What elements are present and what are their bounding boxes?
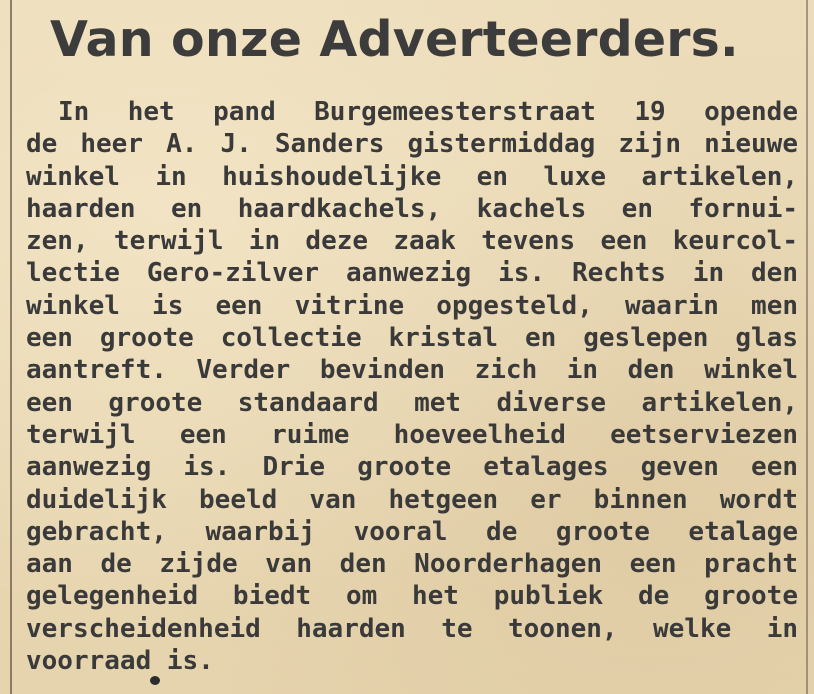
article-headline: Van onze Adverteerders. <box>50 11 739 68</box>
article-line: In het pand Burgemeesterstraat 19 opende <box>58 97 798 127</box>
article-line: aan de zijde van den Noorderhagen een pracht <box>26 549 798 580</box>
article-line: een groote collectie kristal en geslepen glas <box>26 323 798 354</box>
column-rule-left <box>10 0 12 694</box>
article-line: aanwezig is. Drie groote etalages geven een <box>26 452 798 483</box>
article-line: winkel is een vitrine opgesteld, waarin men <box>26 290 798 321</box>
article-line-last: voorraad is. <box>26 646 214 677</box>
article-line: duidelijk beeld van hetgeen er binnen wordt <box>26 484 798 515</box>
article-line: lectie Gero-zilver aanwezig is. Rechts in den <box>26 258 798 289</box>
article-line: gelegenheid biedt om het publiek de groote <box>26 581 798 612</box>
article-line: een groote standaard met diverse artikelen, <box>26 387 798 418</box>
article-line: gebracht, waarbij vooral de groote etalage <box>26 516 798 547</box>
ink-spot <box>150 676 160 685</box>
article-body <box>26 96 798 677</box>
article-line: aantreft. Verder bevinden zich in den winkel <box>26 355 798 386</box>
column-rule-right <box>806 0 808 694</box>
article-line: zen, terwijl in deze zaak tevens een keurcol- <box>26 226 798 257</box>
article-line: de heer A. J. Sanders gistermiddag zijn nieuwe <box>26 129 798 160</box>
article-line: verscheidenheid haarden te toonen, welke in <box>26 613 798 644</box>
article-line: terwijl een ruime hoeveelheid eetserviezen <box>26 419 798 450</box>
article-line: haarden en haardkachels, kachels en fornui- <box>26 193 798 224</box>
article-line: winkel in huishoudelijke en luxe artikelen, <box>26 161 798 192</box>
